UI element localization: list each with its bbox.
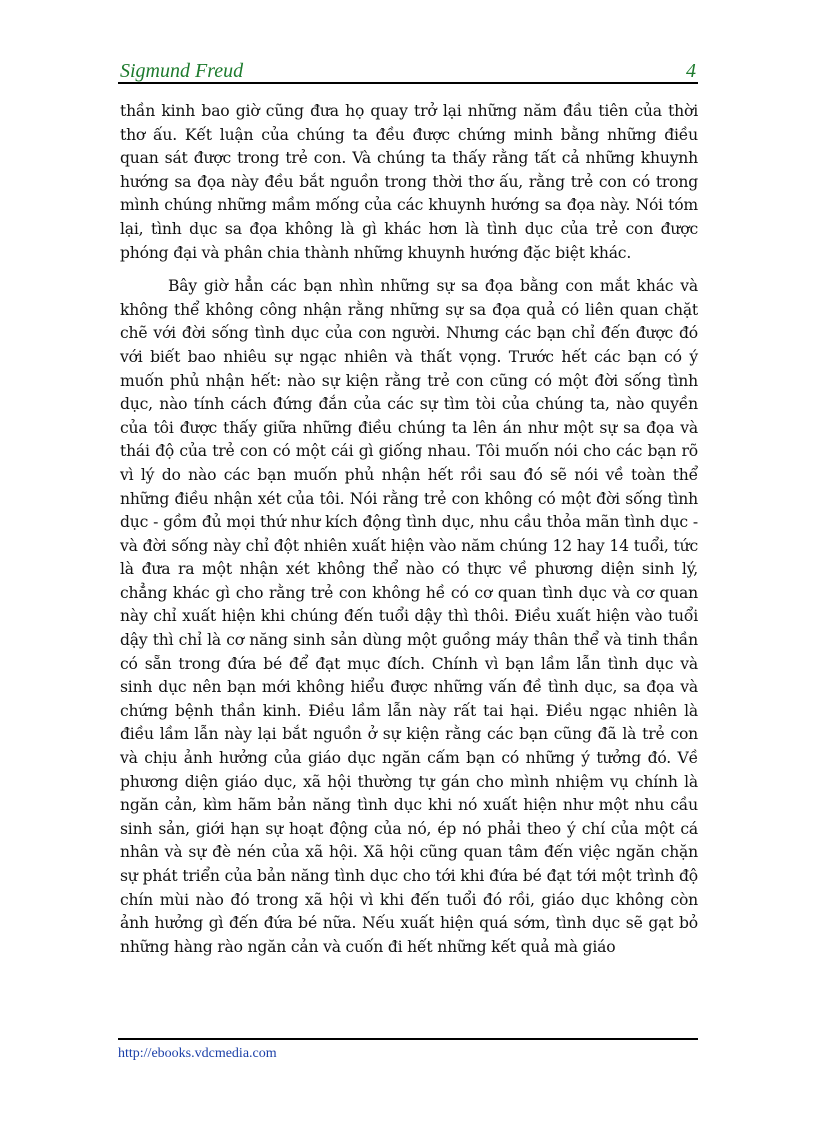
page-header — [118, 60, 698, 84]
document-page — [118, 0, 698, 1123]
page-number: 4 — [686, 60, 696, 82]
paragraph-2: Bây giờ hẳn các bạn nhìn những sự sa đọa bằng con mắt khác và không thể không công nhận rằng những sự sa đọa quả có liên quan chặt chẽ với đời sống tình dục của con người. Nhưng các bạn chỉ đến được đó với biết bao nhiêu sự ngạc nhiên và thất vọng. Trước hết các bạn có ý muốn phủ nhận hết: nào sự kiện rằng trẻ con cũng có một đời sống tình dục, nào tính cách đứng đắn của các sự tìm tòi của chúng ta, nào quyền của tôi được thấy giữa những điều chúng ta lên án như một sự sa đọa và thái độ của trẻ con có một cái gì giống nhau. Tôi muốn nói cho các bạn rõ vì lý do nào các bạn muốn phủ nhận hết rồi sau đó sẽ nói về toàn thể những điều nhận xét của tôi. Nói rằng trẻ con không có một đời sống tình dục - gồm đủ mọi thứ như kích động tình dục, nhu cầu thỏa mãn tình dục - và đời sống này chỉ đột nhiên xuất hiện vào năm chúng 12 hay 14 tuổi, tức là đưa ra một nhận xét không thể nào có thực về phương diện sinh lý, chẳng khác gì cho rằng trẻ con không hề có cơ quan tình dục và cơ quan này chỉ xuất hiện khi chúng đến tuổi dậy thì thôi. Điều xuất hiện vào tuổi dậy thì chỉ là cơ năng sinh sản dùng một guồng máy thân thể và tinh thần có sẵn trong đứa bé để đạt mục đích. Chính vì bạn lầm lẫn tình dục và sinh dục nên bạn mới không hiểu được những vấn đề tình dục, sa đọa và chứng bệnh thần kinh. Điều lầm lẫn này rất tai hại. Điều ngạc nhiên là điều lầm lẫn này lại bắt nguồn ở sự kiện rằng các bạn cũng đã là trẻ con và chịu ảnh hưởng của giáo dục ngăn cấm bạn có những ý tưởng đó. Về phương diện giáo dục, xã hội thường tự gán cho mình nhiệm vụ chính là ngăn cản, kìm hãm bản năng tình dục khi nó xuất hiện như một nhu cầu sinh sản, giới hạn sự hoạt động của nó, ép nó phải theo ý chí của một cá nhân và sự đè nén của xã hội. Xã hội cũng quan tâm đến việc ngăn chặn sự phát triển của bản năng tình dục cho tới khi đứa bé đạt tới một trình độ chín mùi nào đó trong xã hội vì khi đến tuổi đó rồi, giáo dục không còn ảnh hưởng gì đến đứa bé nữa. Nếu xuất hiện quá sớm, tình dục sẽ gạt bỏ những hàng rào ngăn cản và cuốn đi hết những kết quả mà giáo — [120, 277, 698, 956]
page-footer — [118, 1038, 698, 1062]
body-text — [120, 100, 698, 959]
footer-link[interactable]: http://ebooks.vdcmedia.com — [118, 1046, 277, 1061]
paragraph-1: thần kinh bao giờ cũng đưa họ quay trở lại những năm đầu tiên của thời thơ ấu. Kết luận của chúng ta đều được chứng minh bằng những điều quan sát được trong trẻ con. Và chúng ta thấy rằng tất cả những khuynh hướng sa đọa này đều bắt nguồn trong thời thơ ấu, rằng trẻ con có trong mình chúng những mầm mống của các khuynh hướng sa đọa này. Nói tóm lại, tình dục sa đọa không là gì khác hơn là tình dục của trẻ con được phóng đại và phân chia thành những khuynh hướng đặc biệt khác. — [120, 102, 698, 262]
header-title: Sigmund Freud — [120, 60, 244, 82]
